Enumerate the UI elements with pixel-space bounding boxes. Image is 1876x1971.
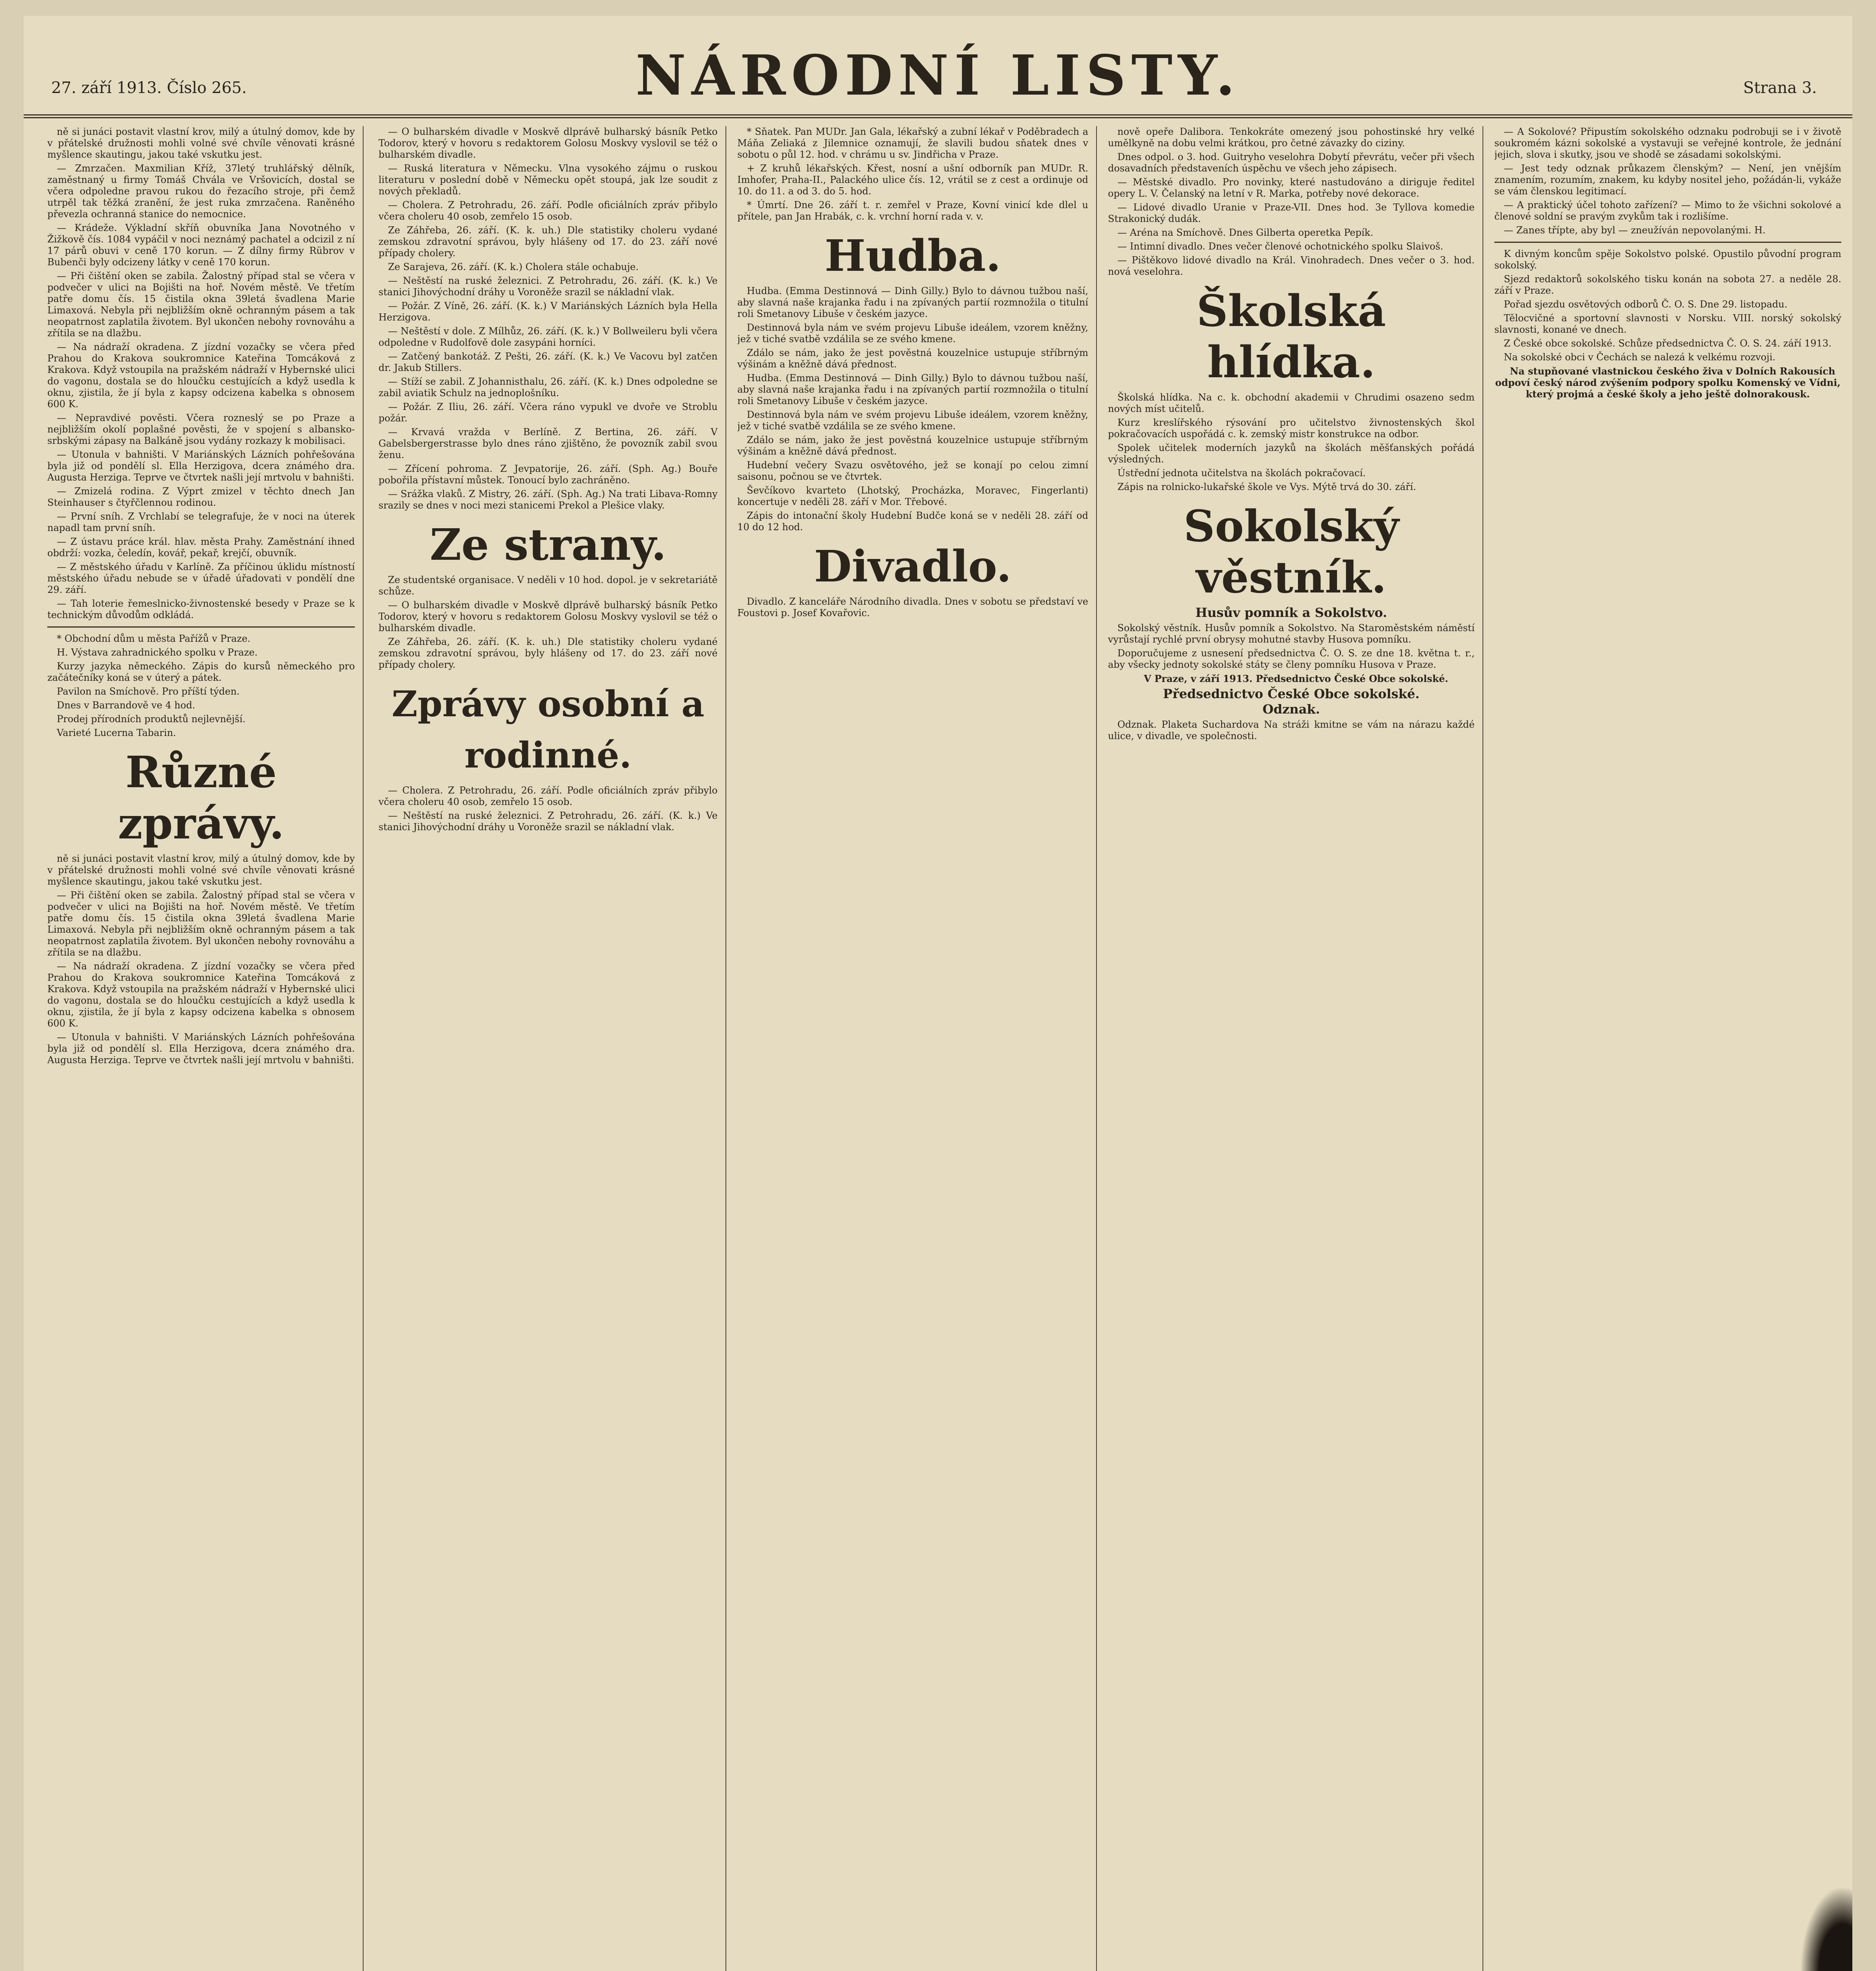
article: — Požár. Z Víně, 26. září. (K. k.) V Mariánských Lázních byla Hella Herzigova. [379,300,718,323]
article: — Na nádraží okradena. Z jízdní vozačky se včera před Prahou do Krakova soukromnice Kateřina Tomcáková z Krakova. Když vstoupila na pražském nádraží v Hybernské ulici do vagonu, dostala se do hloučku cestujících a když usedla k oknu, zjistila, že jí byla z kapsy odcizena kabelka s obnosem 600 K. [47,341,355,410]
article: — Městské divadlo. Pro novinky, které nastudováno a diriguje ředitel opery L. V. Čelanský na letní v R. Marka, potřeby nové dekorace. [1108,177,1475,199]
article: Pavilon na Smíchově. Pro příští týden. [57,686,240,697]
article: Dnes odpol. o 3. hod. Guitryho veselohra Dobytí převrátu, večer při všech dosavadních představeních úspěchu ve všech jeho zápisech. [1108,151,1475,174]
article: Odznak. Plaketa Suchardova Na stráži kmitne se vám na nárazu každé ulice, v divadle, ve společnosti. [1108,719,1475,741]
article: Ze Sarajeva, 26. září. (K. k.) Cholera stále ochabuje. [388,261,639,272]
section-heading-sokolsky-vestnik: Sokolský věstník. [1183,501,1399,603]
article: — Na nádraží okradena. Z jízdní vozačky se včera před Prahou do Krakova soukromnice Kateřina Tomcáková z Krakova. Když vstoupila na pražském nádraží v Hybernské ulici do vagonu, dostala se do hloučku cestujících a když usedla k oknu, zjistila, že jí byla z kapsy odcizena kabelka s obnosem 600 K. [47,961,355,1029]
column-divider [1096,126,1097,1971]
column-divider [725,126,726,1971]
article: — Ruská literatura v Německu. Vlna vysokého zájmu o ruskou literaturu v poslední době v Německu opět stoupá, jak lze soudit z nových překladů. [379,163,718,197]
article: Destinnová byla nám ve svém projevu Libuše ideálem, vzorem kněžny, jež v tiché svatbě vzdálila se ze svého kmene. [737,409,1088,432]
article: Zdálo se nám, jako že jest pověstná kouzelnice ustupuje stříbrným výšinám a kněžně dává přednost. [737,434,1088,457]
article: — Cholera. Z Petrohradu, 26. září. Podle oficiálních zpráv přibylo včera choleru 40 osob, zemřelo 15 osob. [379,199,718,222]
article: — O bulharském divadle v Moskvě dlprávě bulharský básník Petko Todorov, který v hovoru s redaktorem Golosu Moskvy vyslovil se též o bulharském divadle. [379,126,718,160]
article: Hudební večery Svazu osvětového, jež se konají po celou zimní saisonu, počnou se ve čtvrtek. [737,460,1088,482]
article: Sokolský věstník. Husův pomník a Sokolstvo. Na Staroměstském náměstí vyrůstají rychlé první obrysy mohutné stavby Husova pomníku. [1108,622,1475,645]
article: — Zmizelá rodina. Z Výprt zmizel v těchto dnech Jan Steinhauser s čtyřčlennou rodinou. [47,486,355,508]
divider [47,626,355,628]
article: Kurz kreslířského rýsování pro učitelstvo živnostenských škol pokračovacích uspořádá c. k. zemský mistr konstrukce na odbor. [1108,417,1475,440]
article: — Jest tedy odznak průkazem členským? — Není, jen vnějším znamením, rozumím, znakem, ku kdyby nositel jeho, požádán-li, vykáže se vám členskou legitimací. [1494,163,1841,197]
article: Školská hlídka. Na c. k. obchodní akademii v Chrudimi osazeno sedm nových míst učitelů. [1108,392,1475,414]
article: Sjezd redaktorů sokolského tisku konán na sobota 27. a neděle 28. září v Praze. [1494,274,1841,296]
article: Dnes v Barrandově ve 4 hod. [57,700,196,711]
article: — Intimní divadlo. Dnes večer členové ochotnického spolku Slaivoš. [1117,241,1443,252]
article: — Srážka vlaků. Z Mistry, 26. září. (Sph. Ag.) Na trati Libava-Romny srazily se dnes v noci mezi stanicemi Prekol a Plešice vlaky. [379,488,718,511]
article: — Krádeže. Výkladní skříň obuvníka Jana Novotného v Žižkově čís. 1084 vypáčil v noci neznámý pachatel a odcizil z ní 17 párů obuvi v ceně 170 korun. — Z dílny firmy Rübrov v Bubenči byly odcizeny látky v ceně 170 korun. [47,222,355,268]
article: — Krvavá vražda v Berlíně. Z Bertina, 26. září. V Gabelsbergerstrasse bylo dnes ráno zjištěno, že povozník zabil svou ženu. [379,427,718,460]
article: nově opeře Dalibora. Tenkokráte omezený jsou pohostinské hry velké umělkyně na dobu velmi krátkou, pro četné závazky do ciziny. [1108,126,1475,149]
article: — A praktický účel tohoto zařízení? — Mimo to že všichni sokolové a členové soldní se pravým zvykům tak i rozlišíme. [1494,199,1841,222]
article: — Pištěkovo lidové divadlo na Král. Vinohradech. Dnes večer o 3. hod. nová veselohra. [1108,255,1475,277]
article: H. Výstava zahradnického spolku v Praze. [57,647,258,658]
section-heading-hudba: Hudba. [824,230,1001,281]
article: Zápis na rolnicko-lukařské škole ve Vys. Mýtě trvá do 30. září. [1117,481,1416,492]
article: — Nepravdivé pověsti. Včera rozneslý se po Praze a nejbližším okolí poplašné pověsti, že v spojení s albansko-srbskými zápasy na Balkáně jsou vydány rozkazy k mobilisaci. [47,412,355,446]
column-divider [363,126,364,1971]
article: — Požár. Z Iliu, 26. září. Včera ráno vypukl ve dvoře ve Stroblu požár. [379,401,718,424]
article: Pořad sjezdu osvětových odborů Č. O. S. Dne 29. listopadu. [1504,299,1788,310]
article: Ze Záhřeba, 26. září. (K. k. uh.) Dle statistiky choleru vydané zemskou zdravotní správou, byly hlášeny od 17. do 23. září nové případy cholery. [379,636,718,670]
article: Varieté Lucerna Tabarin. [57,727,176,738]
article: — O bulharském divadle v Moskvě dlprávě bulharský básník Petko Todorov, který v hovoru s redaktorem Golosu Moskvy vyslovil se též o bulharském divadle. [379,600,718,633]
issue-date: 27. září 1913. Číslo 265. [51,79,247,97]
article: + Z kruhů lékařských. Křest, nosní a ušní odborník pan MUDr. R. Imhofer, Praha-II., Palackého ulice čís. 12, vrátil se z cest a ordinuje od 10. do 11. a od 3. do 5. hod. [737,163,1088,197]
article: Ústřední jednota učitelstva na školách pokračovací. [1117,468,1366,479]
newspaper-page [24,16,1852,1971]
article: Kurzy jazyka německého. Zápis do kursů německého pro začátečníky koná se v úterý a pátek. [47,661,355,683]
article: — Při čištění oken se zabila. Žalostný případ stal se včera v podvečer v ulici na Bojišti na hoř. Novém městě. Ve třetím patře domu čís. 15 čistila okna 39letá švadlena Marie Limaxová. Nebyla při nejbližším okně ochranným pásem a tak neopatrnost zaplatila životem. Byl ukončen nebohy rovnováhu a zřítila se na dlažbu. [47,890,355,958]
article: Spolek učitelek moderních jazyků na školách měšťanských pořádá výsledných. [1108,442,1475,465]
article: Doporučujeme z usnesení předsednictva Č. O. S. ze dne 18. května t. r., aby všecky jednoty sokolské státy se členy pomníku Husova v Praze. [1108,648,1475,670]
article: Na sokolské obci v Čechách se nalezá k velkému rozvoji. [1504,352,1776,363]
article: Ze studentské organisace. V neděli v 10 hod. dopol. je v sekretariátě schůze. [379,574,718,597]
section-heading-ze-strany: Ze strany. [429,519,667,570]
article: Tělocvičné a sportovní slavnosti v Norsku. VIII. norský sokolský slavnosti, konané ve dnech. [1494,313,1841,335]
article: — Aréna na Smíchově. Dnes Gilberta operetka Pepík. [1117,227,1373,238]
article: Z České obce sokolské. Schůze předsednictva Č. O. S. 24. září 1913. [1504,338,1832,349]
column-1 [47,126,355,1971]
article: * Sňatek. Pan MUDr. Jan Gala, lékařský a zubní lékař v Poděbradech a Máňa Zeliaká z Jilemnice oznamují, že slavili budou sňatek dnes v sobotu o půl 12. hod. v chrámu u sv. Jindřicha v Praze. [737,126,1088,160]
article: — Při čištění oken se zabila. Žalostný případ stal se včera v podvečer v ulici na Bojišti na hoř. Novém městě. Ve třetím patře domu čís. 15 čistila okna 39letá švadlena Marie Limaxová. Nebyla při nejbližším okně ochranným pásem a tak neopatrnost zaplatila životem. Byl ukončen nebohy rovnováhu a zřítila se na dlažbu. [47,270,355,339]
article: Hudba. (Emma Destinnová — Dinh Gilly.) Bylo to dávnou tužbou naší, aby slavná naše krajanka řadu i na zpívaných partií rozmnožila o titulní roli Smetanovy Libuše v českém jazyce. [737,285,1088,319]
article: * Obchodní dům u města Pařížů v Praze. [57,633,251,644]
section-heading-ruzne-zpravy: Různé zprávy. [117,747,285,849]
subheading: Předsednictvo České Obce sokolské. [1163,686,1420,701]
article: — Zmrzačen. Maxmilian Kříž, 37letý truhlářský dělník, zaměstnaný u firmy Tomáš Chvála ve Vršovicích, dostal se včera odpoledne pravou rukou do řezacího stroje, při čemž utrpěl tak těžká zranění, že jest ruka zmrzačena. Raněného převezla ochranná stanice do nemocnice. [47,163,355,220]
article: — Stíží se zabil. Z Johannisthalu, 26. září. (K. k.) Dnes odpoledne se zabil aviatik Schulz na jednoplošníku. [379,376,718,399]
article: ně si junáci postavit vlastní krov, milý a útulný domov, kde by v přátelské družnosti mohli volné své chvíle věnovati krásné myšlence skautingu, jakou také vskutku jest. [47,853,355,887]
article: Destinnová byla nám ve svém projevu Libuše ideálem, vzorem kněžny, jež v tiché svatbě vzdálila se ze svého kmene. [737,322,1088,345]
article: — Neštěstí na ruské železnici. Z Petrohradu, 26. září. (K. k.) Ve stanici Jihovýchodní dráhy u Voroněže srazil se nákladní vlak. [379,275,718,298]
article: — Z ústavu práce král. hlav. města Prahy. Zaměstnání ihned obdrží: vozka, čeledín, kovář, pekař, krejčí, obuvník. [47,536,355,559]
article: — První sníh. Z Vrchlabí se telegrafuje, že v noci na úterek napadl tam první sníh. [47,511,355,533]
article: Zápis do intonační školy Hudební Budče koná se v neděli 28. září od 10 do 12 hod. [737,510,1088,533]
article: — Utonula v bahništi. V Mariánských Lázních pohřešována byla již od pondělí sl. Ella Herzigova, dcera známého dra. Augusta Herziga. Teprve ve čtvrtek našli její mrtvolu v bahništi. [47,449,355,483]
column-2 [379,126,718,1971]
column-5 [1494,126,1841,1971]
section-heading-skolska-hlidka: Školská hlídka. [1196,285,1386,387]
article: Hudba. (Emma Destinnová — Dinh Gilly.) Bylo to dávnou tužbou naší, aby slavná naše krajanka řadu i na zpívaných partií rozmnožila o titulní roli Smetanovy Libuše v českém jazyce. [737,373,1088,406]
newspaper-title: NÁRODNÍ LISTY. [635,43,1241,108]
article: Zdálo se nám, jako že jest pověstná kouzelnice ustupuje stříbrným výšinám a kněžně dává přednost. [737,347,1088,370]
article: — Neštěstí na ruské železnici. Z Petrohradu, 26. září. (K. k.) Ve stanici Jihovýchodní dráhy u Voroněže srazil se nákladní vlak. [379,810,718,833]
article: — Lidové divadlo Uranie v Praze-VII. Dnes hod. 3e Tyllova komedie Strakonický dudák. [1108,202,1475,224]
article: K divným koncům spěje Sokolstvo polské. Opustilo původní program sokolský. [1494,248,1841,271]
article: Prodej přírodních produktů nejlevnější. [57,714,246,725]
section-heading-divadlo: Divadlo. [814,541,1012,592]
article: — Tah loterie řemeslnicko-živnostenské besedy v Praze se k technickým důvodům odkládá. [47,598,355,620]
subheading: Husův pomník a Sokolstvo. [1195,605,1387,620]
article: — Zatčený bankotáž. Z Pešti, 26. září. (K. k.) Ve Vacovu byl zatčen dr. Jakub Stillers. [379,351,718,373]
article: ně si junáci postavit vlastní krov, milý a útulný domov, kde by v přátelské družnosti mohli volné své chvíle věnovati krásné myšlence skautingu, jakou také vskutku jest. [47,126,355,160]
subheading: Odznak. [1262,702,1320,717]
article: Ze Záhřeba, 26. září. (K. k. uh.) Dle statistiky choleru vydané zemskou zdravotní správou, byly hlášeny od 17. do 23. září nové případy cholery. [379,225,718,259]
appeal: Na stupňované vlastnickou českého živa v Dolních Rakousích odpoví český národ zvýšením podpory spolku Komenský ve Vídni, který projmá a české školy a jeho ještě dolnorakousk. [1495,365,1841,400]
page-number: Strana 3. [1743,79,1817,97]
section-heading-zpravy-osobni: Zprávy osobní a rodinné. [392,683,705,776]
masthead [24,16,1852,118]
article: — Cholera. Z Petrohradu, 26. září. Podle oficiálních zpráv přibylo včera choleru 40 osob, zemřelo 15 osob. [379,785,718,807]
article: Ševčíkovo kvarteto (Lhotský, Procházka, Moravec, Fingerlanti) koncertuje v neděli 28. září v Mor. Třebové. [737,485,1088,507]
column-3 [737,126,1088,1971]
article: — A Sokolové? Připustím sokolského odznaku podrobuji se i v životě soukromém kázni sokolské a vystavuji se veřejné kontrole, že jednání jejich, slova i skutky, jsou ve shodě se zásadami sokolskými. [1494,126,1841,160]
article: — Zanes třípte, aby byl — zneužíván nepovolanými. H. [1504,225,1766,236]
article: Divadlo. Z kanceláře Národního divadla. Dnes v sobotu se představí ve Foustovi p. Josef Kovařovic. [737,596,1088,618]
divider [1494,242,1841,243]
article: — Neštěstí v dole. Z Mílhůz, 26. září. (K. k.) V Bollweileru byli včera odpoledne v Rudolfově dole zasypáni horníci. [379,326,718,348]
article: — Z městského úřadu v Karlíně. Za příčinou úklidu místností městského úřadu nebude se v úřadě úřadovati v pondělí dne 29. září. [47,561,355,595]
column-4 [1108,126,1475,1971]
signature: V Praze, v září 1913. Předsednictvo České Obce sokolské. [1144,673,1448,684]
ink-stain [1801,1888,1852,1971]
article: — Zřícení pohroma. Z Jevpatorije, 26. září. (Sph. Ag.) Bouře pobořila přístavní můstek. Tonoucí bylo zachráněno. [379,463,718,486]
article: — Utonula v bahništi. V Mariánských Lázních pohřešována byla již od pondělí sl. Ella Herzigova, dcera známého dra. Augusta Herziga. Teprve ve čtvrtek našli její mrtvolu v bahništi. [47,1032,355,1066]
article: * Úmrtí. Dne 26. září t. r. zemřel v Praze, Kovní vinicí kde dlel u přítele, pan Jan Hrabák, c. k. vrchní horní rada v. v. [737,199,1088,222]
